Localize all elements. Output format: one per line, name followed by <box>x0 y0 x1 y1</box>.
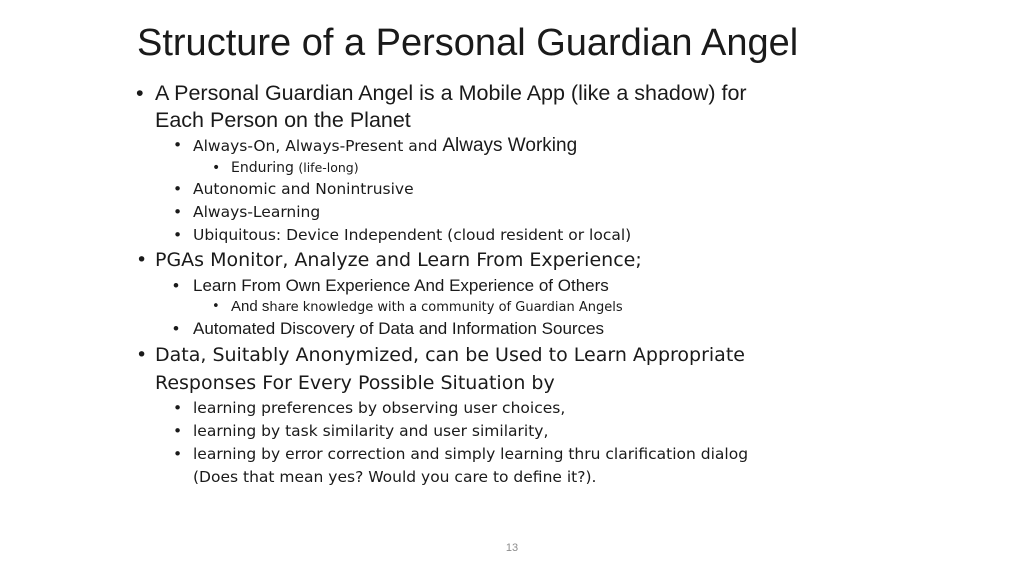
bullet-text: PGAs Monitor, Analyze and Learn From Experience; <box>155 249 642 271</box>
bullet-text: learning by error correction and simply learning thru clarification dialog <box>193 445 749 463</box>
bullet-text: learning preferences by observing user choices, <box>193 399 566 417</box>
list-item <box>130 134 970 158</box>
bullet-text: Always-Learning <box>193 203 321 221</box>
list-item <box>130 201 970 224</box>
list-item <box>130 274 970 298</box>
list-item <box>130 420 970 443</box>
bullet-icon: • <box>173 422 183 440</box>
bullet-icon: • <box>173 180 183 198</box>
bullet-icon: • <box>212 160 221 176</box>
bullet-icon: • <box>173 226 183 244</box>
list-item <box>130 178 970 201</box>
list-item <box>130 443 970 489</box>
bullet-icon: • <box>173 203 183 221</box>
bullet-text-emphasis: Always Working <box>442 135 578 156</box>
bullet-text-continued: Responses For Every Possible Situation by <box>155 372 555 394</box>
bullet-icon: • <box>173 319 179 338</box>
list-item <box>130 298 970 317</box>
list-item <box>130 317 970 341</box>
list-item <box>130 397 970 420</box>
bullet-text: Data, Suitably Anonymized, can be Used to Learn Appropriate <box>155 344 745 366</box>
bullet-text: And s <box>231 298 270 315</box>
bullet-text: Enduring <box>231 160 299 176</box>
bullet-text: Learn From Own Experience And Experience of Others <box>193 276 609 295</box>
bullet-text: Ubiquitous: Device Independent (cloud resident or local) <box>193 226 632 244</box>
bullet-icon: • <box>173 136 183 154</box>
bullet-text-continued: (Does that mean yes? Would you care to define it?). <box>193 468 597 486</box>
bullet-icon: • <box>173 445 183 463</box>
list-item <box>130 80 970 134</box>
list-item <box>130 341 970 397</box>
bullet-text: Autonomic and Nonintrusive <box>193 180 414 198</box>
bullet-text-continued: Each Person on the Planet <box>155 108 411 132</box>
bullet-icon: • <box>136 81 144 105</box>
bullet-text: learning by task similarity and user similarity, <box>193 422 549 440</box>
bullet-text: A Personal Guardian Angel is a Mobile App (like a shadow) for <box>155 81 747 105</box>
list-item <box>130 247 970 274</box>
bullet-text: Always-On, Always-Present and <box>193 137 443 155</box>
bullet-icon: • <box>136 344 148 366</box>
bullet-text-continued: hare knowledge with a community of Guardian Angels <box>269 300 623 315</box>
bullet-icon: • <box>136 249 148 271</box>
bullet-icon: • <box>212 299 220 314</box>
list-item <box>130 158 970 178</box>
list-item <box>130 224 970 247</box>
bullet-icon: • <box>173 276 179 295</box>
page-number: 13 <box>505 542 519 554</box>
slide-body <box>130 80 970 489</box>
bullet-text: Automated Discovery of Data and Information Sources <box>193 319 605 338</box>
bullet-text-note: (life-long) <box>298 160 359 175</box>
bullet-icon: • <box>173 399 183 417</box>
slide-title: Structure of a Personal Guardian Angel <box>137 22 799 64</box>
